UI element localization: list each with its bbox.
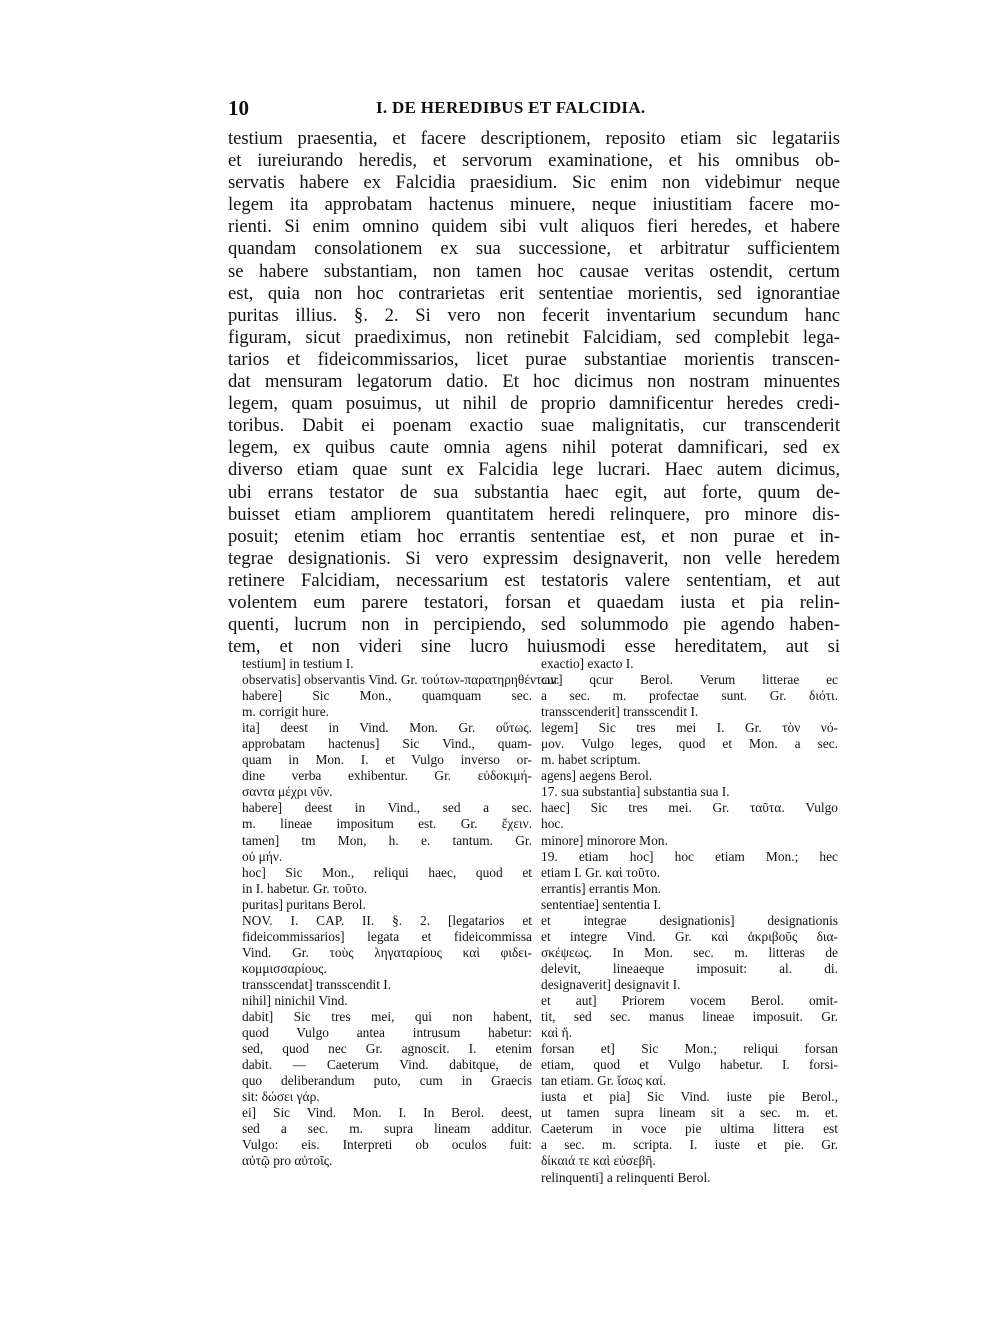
footnote-line: haec] Sic tres mei. Gr. ταῦτα. Vulgo: [541, 800, 838, 816]
footnote-line: sed, quod nec Gr. agnoscit. I. etenim: [242, 1041, 532, 1057]
footnote-line: ut tamen supra lineam sit a sec. m. et.: [541, 1105, 838, 1121]
footnote-line: ei] Sic Vind. Mon. I. In Berol. deest,: [242, 1105, 532, 1121]
main-text-line: legem, quam posuimus, ut nihil de proprio damnificentur heredes credi-: [228, 393, 840, 415]
page-number: 10: [228, 96, 249, 120]
footnote-line: forsan et] Sic Mon.; reliqui forsan: [541, 1041, 838, 1057]
footnote-line: nihil] ninichil Vind.: [242, 992, 348, 1008]
footnote-line: quam in Mon. I. et Vulgo inverso or-: [242, 752, 532, 768]
footnote-line: καὶ ἤ.: [541, 1025, 572, 1041]
footnote-line: fideicommissarios] legata et fideicommissa: [242, 928, 532, 944]
main-text-line: quandam consolationem ex sua successione, et arbitratur sufficientem: [228, 238, 840, 260]
running-title: I. DE HEREDIBUS ET FALCIDIA.: [376, 98, 646, 117]
footnote-line: sententiae] sententia I.: [541, 896, 662, 912]
footnote-line: Caeterum in voce pie ultima littera est: [541, 1121, 838, 1137]
footnote-line: iusta et pia] Sic Vind. iuste pie Berol.,: [541, 1089, 838, 1105]
footnote-line: exactio] exacto I.: [541, 656, 634, 671]
footnote-line: m. lineae impositum est. Gr. ἔχειν.: [242, 816, 532, 832]
footnote-line: a sec. m. scripta. I. iuste et pie. Gr.: [541, 1137, 838, 1153]
main-text-line: quenti, lucrum non in percipiendo, sed solummodo pie agendo haben-: [228, 614, 840, 636]
footnote-line: puritas] puritans Berol.: [242, 896, 366, 912]
footnote-line: testium] in testium I.: [242, 656, 354, 671]
footnote-line: relinquenti] a relinquenti Berol.: [541, 1169, 711, 1185]
main-text-line: dat mensuram legatorum datio. Et hoc dicimus non nostram minuentes: [228, 371, 840, 393]
main-text-line: retinere Falcidiam, necessarium est testatoris valere sententiam, et aut: [228, 569, 840, 591]
footnote-line: quo deliberandum puto, cum in Graecis: [242, 1073, 532, 1089]
main-text-line: toribus. Dabit ei poenam exactio suae malignitatis, cur transcenderit: [228, 415, 840, 437]
footnote-line: σκέψεως. In Mon. sec. m. litteras de: [541, 944, 838, 960]
footnote-line: sit: δώσει γάρ.: [242, 1089, 320, 1105]
main-text-line: tegrae designationis. Si vero expressim designaverit, non velle heredem: [228, 547, 840, 569]
footnote-line: etiam I. Gr. καὶ τοῦτο.: [541, 864, 661, 880]
footnote-line: dabit] Sic tres mei, qui non habent,: [242, 1009, 532, 1025]
main-text-line: servatis habere ex Falcidia praesidium. Sic enim non videbimur neque: [228, 172, 840, 194]
main-text-line: ubi errans testator de sua substantia haec egit, aut forte, quum de-: [228, 481, 840, 503]
footnote-line: tamen] tm Mon, h. e. tantum. Gr.: [242, 832, 532, 848]
footnote-line: et integre Vind. Gr. καὶ ἀκριβοῦς δια-: [541, 928, 838, 944]
main-text-line: est, quia non hoc contrarietas erit sententiae morientis, sed ignorantiae: [228, 282, 840, 304]
footnote-line: hoc] Sic Mon., reliqui haec, quod et: [242, 864, 532, 880]
footnote-line: dine verba exhibentur. Gr. εὐδοκιμή-: [242, 768, 532, 784]
footnote-line: μον. Vulgo leges, quod et Mon. a sec.: [541, 736, 838, 752]
footnote-line: a sec. m. profectae sunt. Gr. διότι.: [541, 688, 838, 704]
main-text-line: tem, et non videri sine lucro huiusmodi esse hereditatem, aut si: [228, 636, 840, 658]
footnote-line: transscendat] transscendit I.: [242, 976, 392, 992]
main-text-line: se habere substantiam, non tamen hoc causae veritas ostendit, certum: [228, 260, 840, 282]
main-text-line: legem, ex quibus caute omnia agens nihil poterat damnificari, sed ex: [228, 437, 840, 459]
footnote-line: 19. etiam hoc] hoc etiam Mon.; hec: [541, 848, 838, 864]
main-text-line: buisset etiam ampliorem quantitatem heredi relinquere, pro minore dis-: [228, 503, 840, 525]
footnote-line: m. habet scriptum.: [541, 752, 641, 768]
footnote-line: Vind. Gr. τοὺς ληγαταρίους καὶ φιδει-: [242, 944, 532, 960]
footnote-line: habere] deest in Vind., sed a sec.: [242, 800, 532, 816]
footnote-line: cur] qcur Berol. Verum litterae ec: [541, 672, 838, 688]
footnote-line: et aut] Priorem vocem Berol. omit-: [541, 992, 838, 1008]
footnote-line: σαντα μέχρι νῦν.: [242, 784, 333, 800]
footnote-line: οὐ μήν.: [242, 848, 283, 864]
footnote-line: agens] aegens Berol.: [541, 768, 653, 784]
footnote-line: αὐτῷ pro αὐτοῖς.: [242, 1153, 333, 1169]
footnote-line: habere] Sic Mon., quamquam sec.: [242, 688, 532, 704]
main-text-line: diverso etiam quae sunt ex Falcidia lege lucrari. Haec autem dicimus,: [228, 459, 840, 481]
footnote-line: κομμισσαρίους.: [242, 960, 327, 976]
main-text-line: rienti. Si enim omnino quidem sibi vult aliquos fieri heredes, et habere: [228, 216, 840, 238]
footnote-line: minore] minorore Mon.: [541, 832, 668, 848]
footnote-line: designaverit] designavit I.: [541, 976, 681, 992]
main-text-line: puritas illius. §. 2. Si vero non fecerit inventarium secundum hanc: [228, 304, 840, 326]
main-text-line: volentem eum parere testatori, forsan et quaedam iusta et pia relin-: [228, 591, 840, 613]
footnote-line: tit, sed sec. manus lineae imposuit. Gr.: [541, 1009, 838, 1025]
footnote-line: hoc.: [541, 816, 564, 832]
footnote-line: observatis] observantis Vind. Gr. τούτων-παρατηρηθέντων.: [242, 672, 560, 688]
footnote-line: etiam, quod et Vulgo habetur. I. forsi-: [541, 1057, 838, 1073]
main-text-line: legem ita approbatam hactenus minuere, neque iniustitiam facere mo-: [228, 194, 840, 216]
main-text-block: [228, 128, 840, 658]
main-text-line: posuit; etenim etiam hoc errantis sententiae est, et non purae et in-: [228, 525, 840, 547]
footnote-line: δίκαιά τε καὶ εὐσεβῆ.: [541, 1153, 656, 1169]
footnote-line: NOV. I. CAP. II. §. 2. [legatarios et: [242, 912, 532, 928]
footnote-line: quod Vulgo antea intrusum habetur:: [242, 1025, 532, 1041]
main-text-line: tarios et fideicommissarios, licet purae substantiae morientis transcen-: [228, 348, 840, 370]
main-text-line: et iureiurando heredis, et servorum examinatione, et his omnibus ob-: [228, 150, 840, 172]
main-text-line: testium praesentia, et facere descriptionem, reposito etiam sic legatariis: [228, 128, 840, 149]
footnote-line: transscenderit] transscendit I.: [541, 704, 699, 720]
footnotes-right-column: [541, 656, 838, 1186]
footnote-line: m. corrigit hure.: [242, 704, 330, 720]
footnote-line: approbatam hactenus] Sic Vind., quam-: [242, 736, 532, 752]
footnote-line: errantis] errantis Mon.: [541, 880, 662, 896]
footnote-line: ita] deest in Vind. Mon. Gr. οὕτως.: [242, 720, 532, 736]
footnote-line: in I. habetur. Gr. τοῦτο.: [242, 880, 368, 896]
running-header: [228, 96, 840, 120]
main-text-line: figuram, sicut praediximus, non retinebit Falcidiam, sed complebit lega-: [228, 326, 840, 348]
footnote-line: dabit. — Caeterum Vind. dabitque, de: [242, 1057, 532, 1073]
footnote-line: Vulgo: eis. Interpreti ob oculos fuit:: [242, 1137, 532, 1153]
footnote-line: sed a sec. m. supra lineam additur.: [242, 1121, 532, 1137]
footnote-line: delevit, lineaeque imposuit: al. di.: [541, 960, 838, 976]
footnote-line: 17. sua substantia] substantia sua I.: [541, 784, 730, 800]
footnote-line: tan etiam. Gr. ἴσως καί.: [541, 1073, 667, 1089]
footnote-line: legem] Sic tres mei I. Gr. τὸν νό-: [541, 720, 838, 736]
footnote-line: et integrae designationis] designationis: [541, 912, 838, 928]
